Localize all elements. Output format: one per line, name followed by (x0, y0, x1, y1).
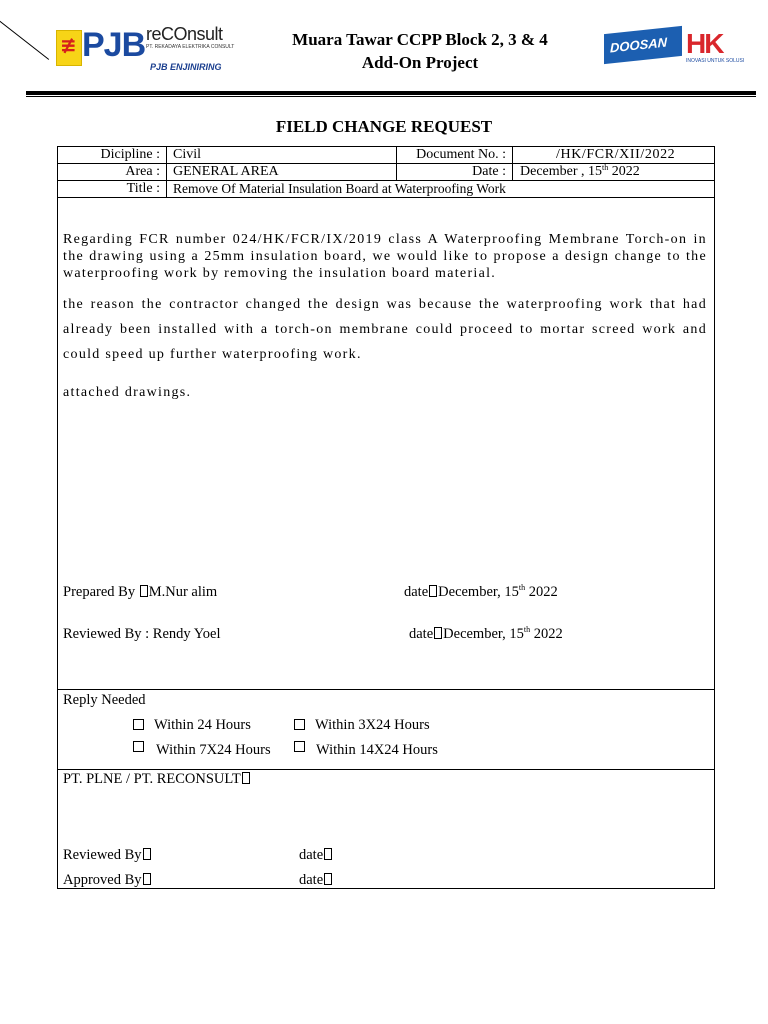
missing-glyph-icon (324, 848, 332, 860)
title-label: Title : (126, 181, 160, 196)
missing-glyph-icon (429, 585, 437, 597)
approval-reviewed-date: date (299, 847, 333, 863)
column-divider (166, 146, 167, 197)
missing-glyph-icon (434, 627, 442, 639)
doosan-logo: DOOSAN (604, 26, 682, 64)
paragraph-3: attached drawings. (63, 385, 192, 400)
area-label: Area : (125, 164, 160, 179)
title-value: Remove Of Material Insulation Board at Waterproofing Work (173, 181, 506, 196)
corner-line (0, 16, 49, 60)
area-value: GENERAL AREA (173, 164, 279, 179)
missing-glyph-icon (143, 873, 151, 885)
checkbox-7x24-hours-label: Within 7X24 Hours (156, 742, 271, 758)
checkbox-7x24-hours[interactable] (133, 741, 144, 752)
missing-glyph-icon (140, 585, 148, 597)
reviewed-date: date December, 15th 2022 (409, 625, 563, 642)
prepared-by: Prepared By M.Nur alim (63, 584, 218, 600)
reviewed-by: Reviewed By : Rendy Yoel (63, 626, 221, 642)
checkbox-24-hours[interactable] (133, 719, 144, 730)
hk-logo: HK (686, 28, 723, 59)
pjb-logo-text: PJB (82, 26, 146, 64)
column-divider (512, 146, 513, 180)
checkbox-3x24-hours-label: Within 3X24 Hours (315, 717, 430, 733)
pjb-logo (56, 26, 146, 64)
project-title-line1: Muara Tawar CCPP Block 2, 3 & 4 (292, 30, 548, 49)
missing-glyph-icon (324, 873, 332, 885)
date-value: December , 15th 2022 (520, 163, 640, 179)
document-no-value: /HK/FCR/XII/2022 (556, 147, 676, 162)
section-divider (57, 769, 715, 770)
header-rule-thin (26, 96, 756, 97)
missing-glyph-icon (143, 848, 151, 860)
checkbox-14x24-hours-label: Within 14X24 Hours (316, 742, 438, 758)
document-title: FIELD CHANGE REQUEST (275, 117, 493, 136)
reply-needed-label: Reply Needed (63, 692, 146, 708)
approval-approved-by: Approved By (63, 872, 152, 888)
approval-company: PT. PLNE / PT. RECONSULT (63, 771, 251, 787)
approval-reviewed-by: Reviewed By (63, 847, 152, 863)
checkbox-14x24-hours[interactable] (294, 741, 305, 752)
checkbox-3x24-hours[interactable] (294, 719, 305, 730)
pjb-enjiniring-logo: PJB ENJINIRING (150, 62, 222, 72)
missing-glyph-icon (242, 772, 250, 784)
date-label: Date : (472, 164, 506, 179)
project-title-line2: Add-On Project (361, 53, 479, 72)
paragraph-2: the reason the contractor changed the design was because the waterproofing work that had already been installed with a torch-on membrane could proceed to mortar screed work and could speed up further waterproofing work. (63, 297, 707, 362)
column-divider (396, 146, 397, 180)
hk-logo-sub: INOVASI UNTUK SOLUSI (686, 58, 745, 64)
approval-approved-date: date (299, 872, 333, 888)
document-no-label: Document No. : (416, 147, 506, 162)
discipline-value: Civil (173, 147, 202, 162)
row-divider (57, 197, 715, 198)
paragraph-1: Regarding FCR number 024/HK/FCR/IX/2019 class A Waterproofing Membrane Torch-on in the drawing using a 25mm insulation board, we would like to propose a design change to the waterproofing work by removing the insulation board material. (63, 232, 707, 281)
reconsult-logo-sub: PT. REKADAYA ELEKTRIKA CONSULT (146, 44, 235, 50)
prepared-date: date December, 15th 2022 (404, 583, 558, 600)
reconsult-logo: reCOnsult (146, 24, 223, 44)
section-divider (57, 689, 715, 690)
discipline-label: Dicipline : (100, 147, 160, 162)
pjb-flag-icon: ≢ (56, 30, 82, 66)
checkbox-24-hours-label: Within 24 Hours (154, 717, 251, 733)
header-rule-thick (26, 91, 756, 95)
